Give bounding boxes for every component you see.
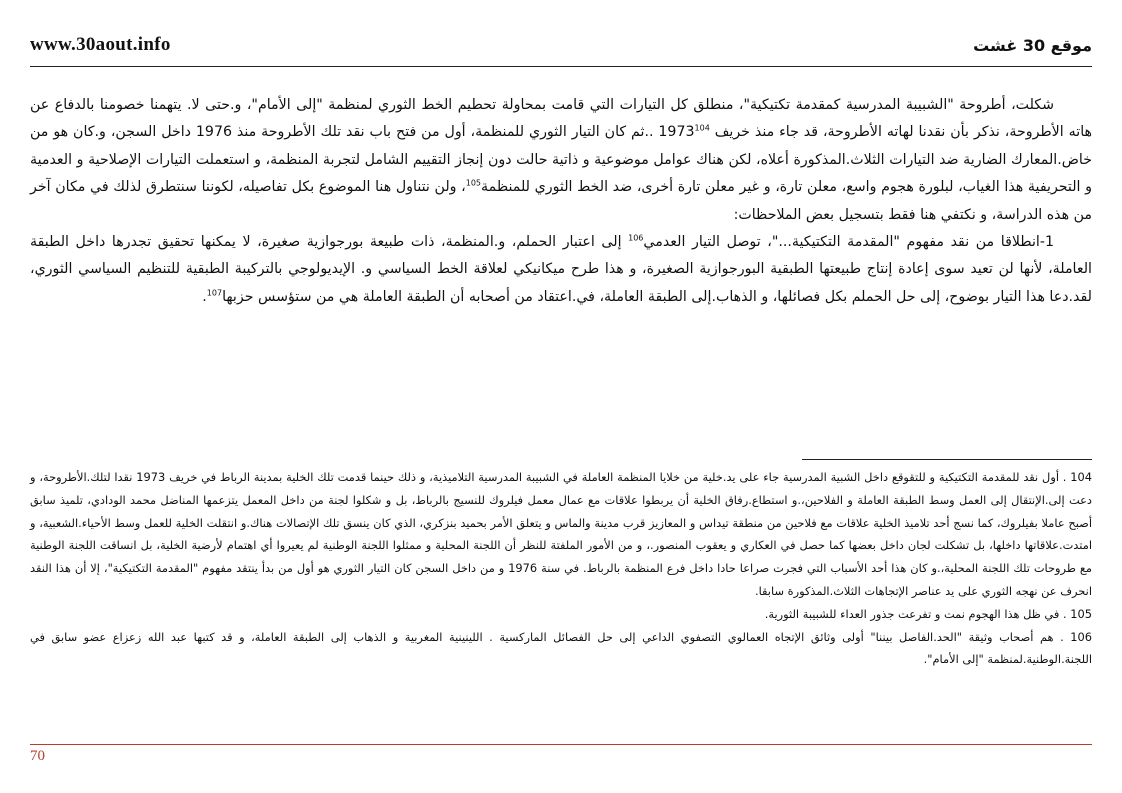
footnote-number: 104	[1070, 470, 1092, 484]
footnote-text: في ظل هذا الهجوم نمت و تفرعت جذور العداء للشبيبة الثورية.	[764, 606, 1060, 621]
footnote-ref-106: 106	[628, 233, 644, 243]
page-number: 70	[30, 748, 45, 764]
footer-divider	[30, 744, 1092, 745]
footnote-number: 105	[1070, 606, 1092, 621]
paragraph-2-part-a: 1-انطلاقا من نقد مفهوم "المقدمة التكتيكية..."، توصل التيار العدمي	[643, 234, 1054, 251]
paragraph-1	[30, 92, 1092, 229]
footnote-ref-105: 105	[465, 178, 482, 188]
paragraph-2-part-c: .	[202, 288, 207, 305]
footnote-text: هم أصحاب وثيقة "الحد.الفاصل بيننا" أولى وثائق الإتجاه العمالوي التصفوي الداعي إلى حل الفصائل الماركسية . اللينينية المغربية و الذهاب إلى الطبقة العاملة، و قد كتبها عبد الله زعزاع عضو سابق في اللجنة.الوطنية.لمنظمة "إلى الأمام".	[30, 629, 1092, 667]
footnote-104: 104 . أول نقد للمقدمة التكتيكية و للتقوقع داخل الشبية المدرسية جاء على يد.خلية من خلايا المنظمة العاملة في الشبيبة المدرسية التلاميذية، و ذلك حينما قدمت تلك الخلية بمدينة الرباط في خريف 1973 نقدا لتلك.الأطروحة، و دعت إلى.الإنتقال إلى العمل وسط الطبقة العاملة و الفلاحين،.و استطاع.رفاق الخلية أن يربطوا علاقات مع عمال معمل فيلروك للنسيج بالرباط، بل و شكلوا لجنة من داخل المعمل يتزعمها المناضل محمد الودادي، تلميذ سابق أصبح عاملا بفيلروك، كما نسج أحد تلاميذ الخلية علاقات مع فلاحين من منطقة تيداس و المعازيز قرب مدينة والماس و يتعلق الأمر بحميد بنزكري، الذي كان ينسق تلك الإتصالات هناك.و انتقلت الخلية للعمل وسط الأحياء.الشعبية، و امتدت.علاقاتها داخلها، بل تشكلت لجان داخل بعضها كما حصل في العكاري و يعقوب المنصور.، و من الأمور الملفتة للنظر أن اللجنة المحلية و ممثلوا اللجنة الوطنية لم يعيروا أي اهتمام لأرضية الخلية، بل انساقت اللجنة الوطنية مع طروحات تلك اللجنة المحلية،.و كان هذا أحد الأسباب التي فجرت صراعا حادا داخل فرع المنظمة بالرباط. في سنة 1976 و من داخل السجن كان التيار الثوري هو أول من بدأ ينتقد مفهوم "المقدمة التكتيكية"، إلا أن هذا النقد انحرف عن نهجه الثوري على يد عناصر الإتجاهات الثلاث.المذكورة سابقا.	[30, 470, 1093, 598]
footnote-ref-107: 107	[206, 288, 223, 298]
footnote-number: 106	[1070, 629, 1092, 644]
footnotes	[30, 466, 1092, 671]
footnote-ref-104: 104	[694, 123, 710, 133]
header-divider	[30, 66, 1092, 67]
paragraph-1-part-c: ، ولن نتناول هنا الموضوع بكل تفاصيله، لكوننا سنتطرق لذلك في مكان آخر من هذه الدراسة، و نكتفي هنا فقط بتسجيل بعض الملاحظات:	[30, 179, 1092, 223]
page-header	[30, 34, 1092, 64]
footnote-text: أول نقد للمقدمة التكتيكية و للتقوقع داخل الشبية المدرسية جاء على يد.خلية من خلايا المنظمة العاملة في الشبيبة المدرسية التلاميذية، و ذلك حينما قدمت تلك الخلية بمدينة الرباط في خريف 1973 نقدا لتلك.الأطروحة، و دعت إلى.الإنتقال إلى العمل وسط الطبقة العاملة و الفلاحين،.و استطاع.رفاق الخلية أن يربطوا علاقات مع عمال معمل فيلروك للنسيج بالرباط، بل و شكلوا لجنة من داخل المعمل يتزعمها المناضل محمد الودادي، تلميذ سابق أصبح عاملا بفيلروك، كما نسج أحد تلاميذ الخلية علاقات مع فلاحين من منطقة تيداس و المعازيز قرب مدينة والماس و يتعلق الأمر بحميد بنزكري، الذي كان ينسق تلك الإتصالات هناك.و انتقلت الخلية للعمل وسط الأحياء.الشعبية، و امتدت.علاقاتها داخلها، بل تشكلت لجان داخل بعضها كما حصل في العكاري و يعقوب المنصور.، و من الأمور الملفتة للنظر أن اللجنة المحلية و ممثلوا اللجنة الوطنية لم يعيروا أي اهتمام لأرضية الخلية، بل انساقت اللجنة الوطنية مع طروحات تلك اللجنة المحلية،.و كان هذا أحد الأسباب التي فجرت صراعا حادا داخل فرع المنظمة بالرباط. في سنة 1976 و من داخل السجن كان التيار الثوري هو أول من بدأ ينتقد مفهوم "المقدمة التكتيكية"، إلا أن هذا النقد انحرف عن نهجه الثوري على يد عناصر الإتجاهات الثلاث.المذكورة سابقا.	[30, 470, 1093, 598]
site-name: موقع 30 غشت	[973, 36, 1092, 55]
paragraph-1-part-b: ..ثم كان التيار الثوري للمنظمة، أول من فتح باب نقد تلك الأطروحة منذ 1976 داخل السجن، و.كان هو من خاض.المعارك الضارية ضد التيارات الثلاث.المذكورة أعلاه، لكن هناك عوامل موضوعية و ذاتية حالت دون إنجاز التقييم الشامل لتجربة المنظمة، و استعملت التيارات الإصلاحية و العدمية و التحريفية هذا الغياب، لبلورة هجوم واسع، معلن تارة، و غير معلن تارة أخرى، ضد الخط الثوري للمنظمة	[30, 124, 1092, 196]
footnote-106: 106 . هم أصحاب وثيقة "الحد.الفاصل بيننا" أولى وثائق الإتجاه العمالوي التصفوي الداعي إلى حل الفصائل الماركسية . اللينينية المغربية و الذهاب إلى الطبقة العاملة، و قد كتبها عبد الله زعزاع عضو سابق في اللجنة.الوطنية.لمنظمة "إلى الأمام".	[30, 629, 1092, 667]
site-url: www.30aout.info	[30, 34, 171, 55]
paragraph-2-part-b: إلى اعتبار الحملم، و.المنظمة، ذات طبيعة بورجوازية صغيرة، لا يمكنها تحقيق تجدرها داخل الطبقة العاملة، لأنها لن تعيد سوى إعادة إنتاج طبيعتها الطبقية البورجوازية الصغيرة، و هذا طرح ميكانيكي لعلاقة الخط السياسي و. الإيديولوجي بالتركيبة الطبقية للتنظيم السياسي الثوري، لقد.دعا هذا التيار بوضوح، إلى حل الحملم بكل فصائلها، و الذهاب.إلى الطبقة العاملة، في.اعتقاد من أصحابه أن الطبقة العاملة هي من ستؤسس حزبها	[30, 234, 1092, 305]
paragraph-1-part-a: شكلت، أطروحة "الشبيبة المدرسية كمقدمة تكتيكية"، منطلق كل التيارات التي قامت بمحاولة تحطيم الخط الثوري لمنظمة "إلى الأمام"، و.حتى لا. يتهمنا خصومنا بالدفاع عن هاته الأطروحة، نذكر بأن نقدنا لهاته الأطروحة، قد جاء منذ خريف 1973	[30, 97, 1092, 141]
footnote-105: 105 . في ظل هذا الهجوم نمت و تفرعت جذور العداء للشبيبة الثورية.	[764, 606, 1092, 621]
paragraph-2	[30, 229, 1092, 311]
main-text	[30, 92, 1092, 311]
footnote-divider	[802, 459, 1092, 460]
